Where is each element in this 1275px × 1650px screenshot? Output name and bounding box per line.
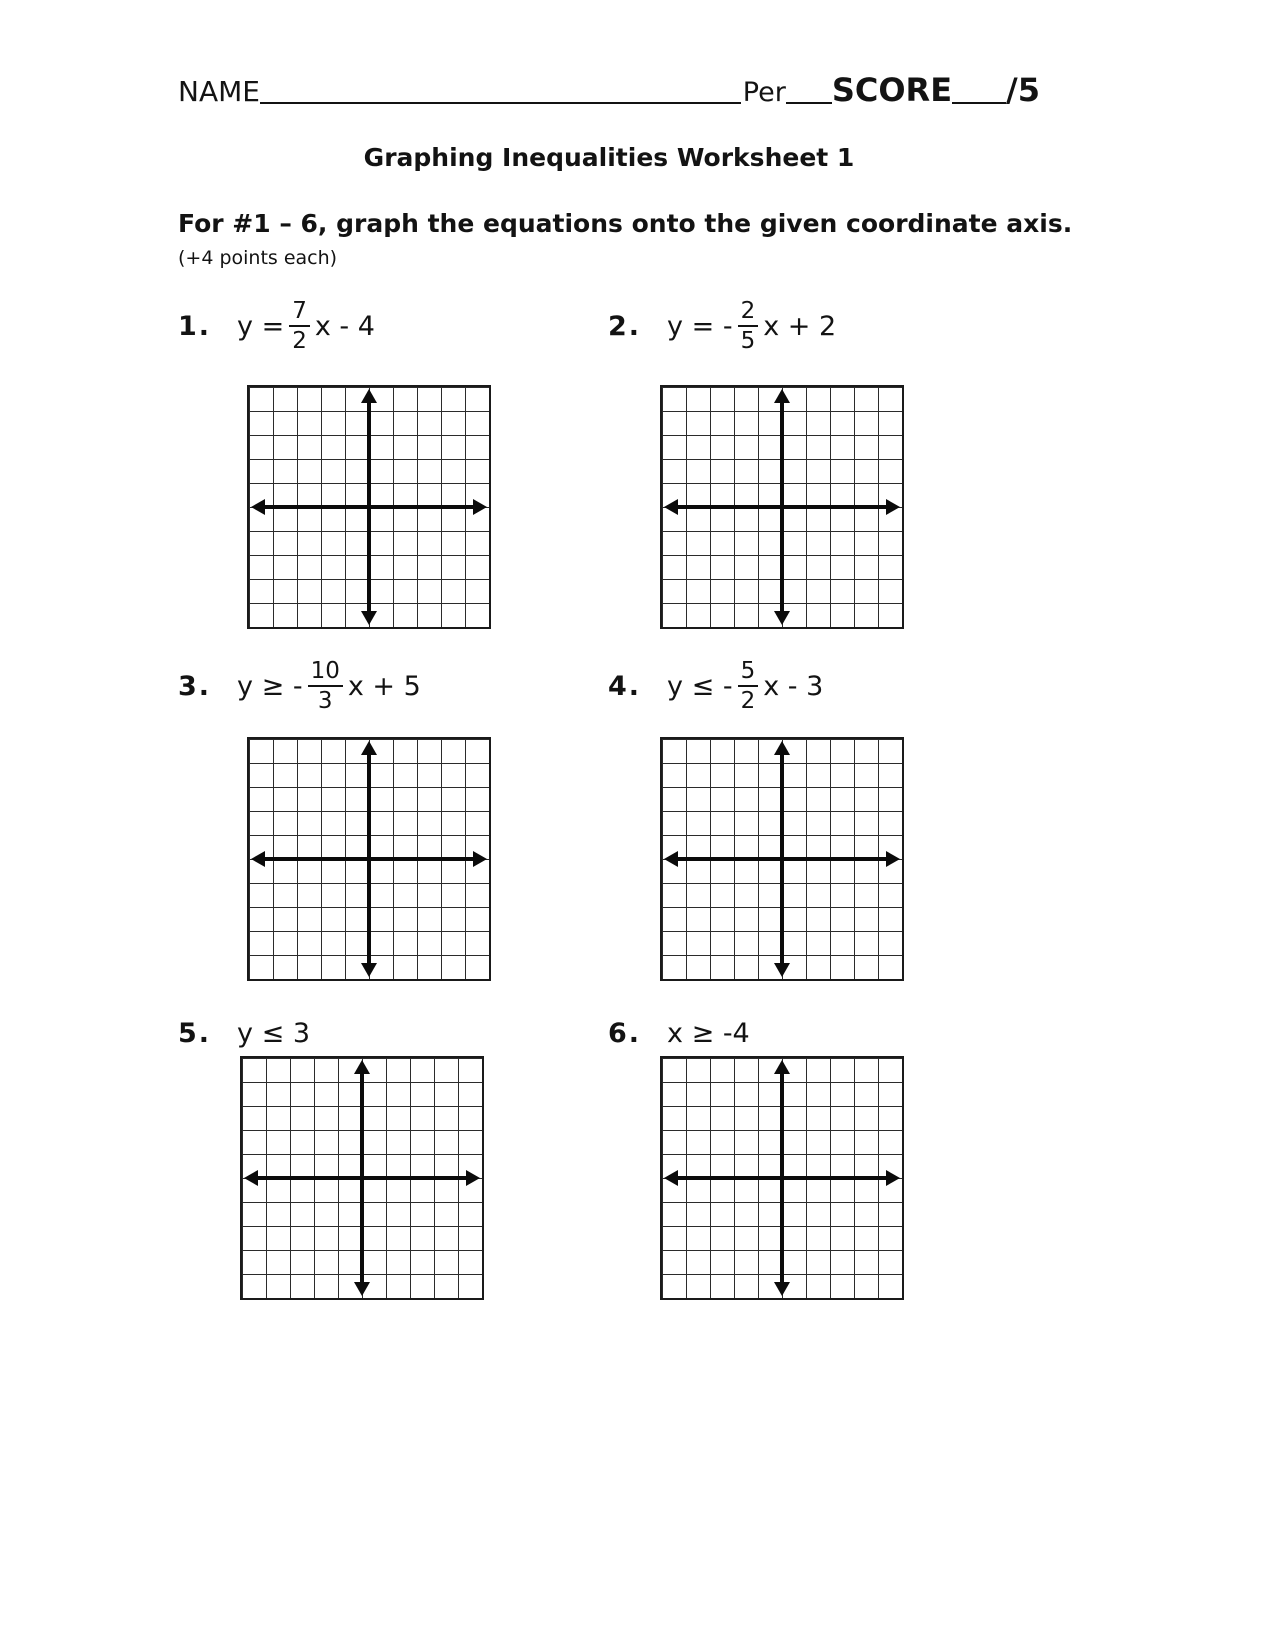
- equation: [237, 1018, 310, 1049]
- x-axis: [258, 857, 480, 861]
- arrow-right-icon: [473, 499, 487, 515]
- instructions-points: (+4 points each): [178, 247, 338, 269]
- problem-2: [608, 298, 836, 355]
- name-blank-line: [260, 102, 741, 104]
- equation-rhs: x + 5: [347, 670, 421, 702]
- period-label: Per: [742, 77, 786, 108]
- arrow-left-icon: [251, 499, 265, 515]
- fraction: [308, 658, 343, 715]
- header: [178, 71, 1040, 109]
- fraction-numerator: 10: [308, 658, 343, 687]
- problem-number: 2.: [608, 310, 642, 342]
- equation: [237, 298, 375, 355]
- arrow-left-icon: [664, 851, 678, 867]
- arrow-right-icon: [886, 851, 900, 867]
- arrow-down-icon: [774, 611, 790, 625]
- x-axis: [258, 505, 480, 509]
- equation-rhs: x + 2: [763, 310, 837, 342]
- page-title: Graphing Inequalities Worksheet 1: [363, 143, 855, 172]
- arrow-down-icon: [354, 1282, 370, 1296]
- coordinate-grid-2: [660, 385, 904, 629]
- arrow-left-icon: [664, 499, 678, 515]
- fraction: [289, 298, 310, 355]
- equation-lhs: y =: [237, 310, 285, 342]
- coordinate-grid-5: [240, 1056, 484, 1300]
- problem-number: 4.: [608, 670, 642, 702]
- score-label: SCORE: [831, 71, 953, 109]
- equation: [237, 658, 421, 715]
- x-axis: [671, 857, 893, 861]
- equation-lhs: y ≤ -: [667, 670, 733, 702]
- x-axis: [251, 1176, 473, 1180]
- problem-number: 3.: [178, 670, 212, 702]
- problem-number: 5.: [178, 1018, 212, 1049]
- arrow-right-icon: [473, 851, 487, 867]
- fraction-denominator: 3: [317, 688, 333, 715]
- arrow-down-icon: [774, 963, 790, 977]
- fraction: [738, 298, 759, 355]
- equation: [667, 658, 823, 715]
- arrow-up-icon: [774, 741, 790, 755]
- arrow-left-icon: [664, 1170, 678, 1186]
- equation-lhs: x ≥ -4: [667, 1018, 750, 1049]
- arrow-up-icon: [361, 741, 377, 755]
- equation-lhs: y ≥ -: [237, 670, 303, 702]
- fraction-denominator: 2: [292, 328, 307, 355]
- problem-1: [178, 298, 375, 355]
- arrow-left-icon: [251, 851, 265, 867]
- coordinate-grid-3: [247, 737, 491, 981]
- arrow-down-icon: [361, 963, 377, 977]
- name-label: NAME: [178, 75, 260, 108]
- problem-4: [608, 658, 823, 715]
- arrow-right-icon: [886, 1170, 900, 1186]
- arrow-up-icon: [774, 389, 790, 403]
- fraction-numerator: 5: [738, 658, 759, 687]
- period-blank-line: [786, 102, 832, 104]
- coordinate-grid-1: [247, 385, 491, 629]
- score-blank-line: [952, 102, 1006, 104]
- equation: [667, 1018, 750, 1049]
- x-axis: [671, 1176, 893, 1180]
- problem-number: 1.: [178, 310, 212, 342]
- fraction-denominator: 5: [740, 328, 756, 355]
- arrow-right-icon: [466, 1170, 480, 1186]
- fraction: [738, 658, 759, 715]
- arrow-down-icon: [361, 611, 377, 625]
- arrow-right-icon: [886, 499, 900, 515]
- equation: [667, 298, 836, 355]
- equation-lhs: y = -: [667, 310, 733, 342]
- x-axis: [671, 505, 893, 509]
- equation-lhs: y ≤ 3: [237, 1018, 310, 1049]
- equation-rhs: x - 3: [763, 670, 824, 702]
- fraction-denominator: 2: [740, 688, 756, 715]
- instructions-main: For #1 – 6, graph the equations onto the given coordinate axis.: [178, 209, 1073, 238]
- equation-rhs: x - 4: [314, 310, 375, 342]
- arrow-up-icon: [354, 1060, 370, 1074]
- arrow-up-icon: [361, 389, 377, 403]
- coordinate-grid-4: [660, 737, 904, 981]
- problem-number: 6.: [608, 1018, 642, 1049]
- fraction-numerator: 7: [289, 298, 310, 327]
- score-denominator: /5: [1006, 71, 1040, 109]
- arrow-left-icon: [244, 1170, 258, 1186]
- coordinate-grid-6: [660, 1056, 904, 1300]
- fraction-numerator: 2: [738, 298, 759, 327]
- problem-5: [178, 1018, 310, 1049]
- problem-6: [608, 1018, 750, 1049]
- arrow-up-icon: [774, 1060, 790, 1074]
- problem-3: [178, 658, 421, 715]
- arrow-down-icon: [774, 1282, 790, 1296]
